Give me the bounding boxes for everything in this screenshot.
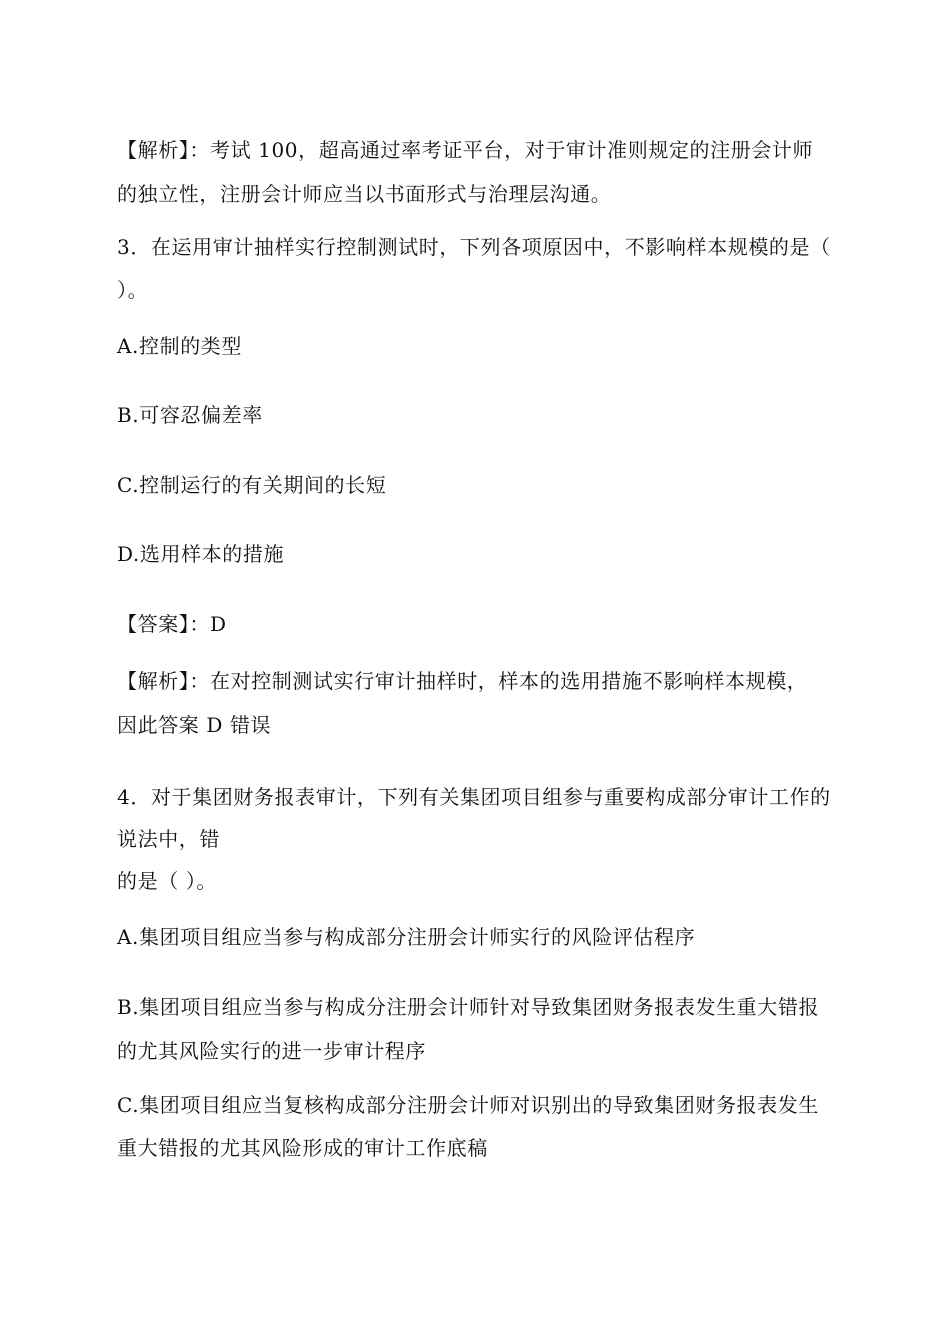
q4-option-b-line-2: 的尤其风险实行的进一步审计程序	[117, 1039, 426, 1063]
q3-answer: 【答案】：D	[117, 612, 227, 636]
q3-option-a: A.控制的类型	[117, 334, 243, 358]
q4-question-line-3: 的是（ ）。	[117, 869, 217, 893]
q4-option-a: A.集团项目组应当参与构成部分注册会计师实行的风险评估程序	[117, 925, 696, 949]
q3-analysis-line-2: 因此答案 D 错误	[117, 713, 272, 737]
q2-analysis-line-2: 的独立性，注册会计师应当以书面形式与治理层沟通。	[117, 182, 612, 206]
q3-question-line-2: ）。	[117, 278, 149, 302]
q3-question-line-1: 3．在运用审计抽样实行控制测试时，下列各项原因中，不影响样本规模的是（	[117, 235, 831, 259]
q3-option-d: D.选用样本的措施	[117, 542, 285, 566]
q4-question-line-1: 4．对于集团财务报表审计，下列有关集团项目组参与重要构成部分审计工作的	[117, 785, 831, 809]
q3-option-b: B.可容忍偏差率	[117, 403, 263, 427]
q4-option-c-line-1: C.集团项目组应当复核构成部分注册会计师对识别出的导致集团财务报表发生	[117, 1093, 819, 1117]
q3-analysis-line-1: 【解析】：在对控制测试实行审计抽样时，样本的选用措施不影响样本规模，	[117, 669, 808, 693]
q4-option-c-line-2: 重大错报的尤其风险形成的审计工作底稿	[117, 1136, 488, 1160]
q2-analysis-line-1: 【解析】：考试 100，超高通过率考证平台，对于审计准则规定的注册会计师	[117, 138, 814, 162]
q4-question-line-2: 说法中，错	[117, 827, 220, 851]
q3-option-c: C.控制运行的有关期间的长短	[117, 473, 387, 497]
q4-option-b-line-1: B.集团项目组应当参与构成分注册会计师针对导致集团财务报表发生重大错报	[117, 995, 820, 1019]
